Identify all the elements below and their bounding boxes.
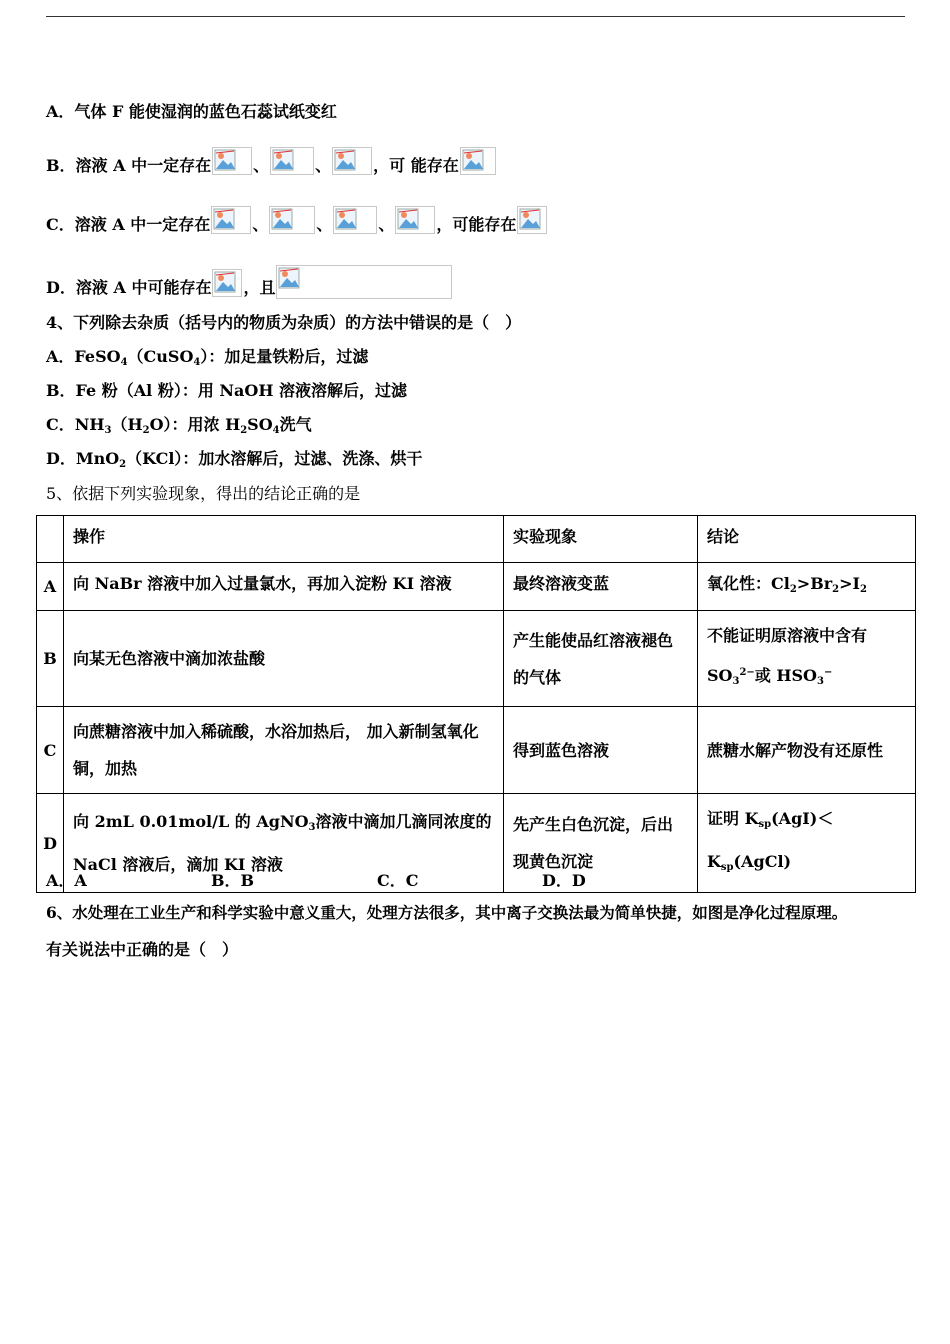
option-label: A．: [46, 347, 75, 366]
broken-image-icon: [460, 147, 496, 175]
formula: （CuSO: [127, 347, 194, 366]
formula: >I: [839, 574, 861, 593]
text: 溶液中滴加几滴同浓度的 NaCl 溶液后，滴加 KI 溶液: [73, 812, 492, 874]
subscript: 3: [104, 425, 112, 436]
q5-choice-d: D．D: [542, 871, 586, 890]
formula: (AgI)＜K: [707, 809, 834, 871]
superscript: −: [823, 667, 833, 678]
experiment-table: [36, 515, 916, 893]
formula: (AgCl): [733, 852, 792, 871]
q4-option-d: [46, 448, 422, 476]
separator: 、: [253, 156, 270, 175]
table-header-cell: 操作: [64, 516, 504, 563]
broken-image-icon: [517, 206, 547, 234]
subscript: 2: [119, 459, 127, 470]
table-header-cell: 结论: [698, 516, 916, 563]
row-label: B: [37, 611, 64, 707]
subscript: 2: [240, 425, 248, 436]
broken-image-icon: [212, 269, 242, 297]
table-header-cell: 实验现象: [504, 516, 698, 563]
operation-cell: 向蔗糖溶液中加入稀硫酸，水浴加热后， 加入新制氢氧化铜，加热: [64, 707, 504, 794]
conclusion-cell: [698, 563, 916, 611]
subscript: 3: [308, 822, 316, 833]
q5-choice-b: B．B: [211, 871, 255, 890]
formula: MnO: [75, 449, 120, 468]
observation-cell: 先产生白色沉淀，后出现黄色沉淀: [504, 794, 698, 893]
table-row: [37, 611, 916, 707]
operation-cell: 向 NaBr 溶液中加入过量氯水，再加入淀粉 KI 溶液: [64, 563, 504, 611]
table-row: [37, 563, 916, 611]
option-label: B．: [46, 156, 76, 175]
table-header-cell: [37, 516, 64, 563]
option-text: ）：加足量铁粉后，过滤: [200, 347, 369, 366]
conclusion-cell: 蔗糖水解产物没有还原性: [698, 707, 916, 794]
formula: 或 HSO: [754, 666, 817, 685]
option-text: 溶液 A 中可能存在: [75, 278, 212, 297]
option-label: D．: [46, 278, 76, 297]
subscript: 2: [860, 584, 867, 595]
observation-cell: 得到蓝色溶液: [504, 707, 698, 794]
header-rule: [46, 16, 905, 17]
formula: SO: [247, 415, 273, 434]
text: 证明 K: [707, 809, 759, 828]
q4-option-c: [46, 414, 312, 442]
formula: 氧化性：Cl: [707, 574, 790, 593]
subscript: 4: [272, 425, 280, 436]
broken-image-icon: [332, 147, 372, 175]
subscript: 3: [817, 676, 824, 687]
formula: （H: [111, 415, 143, 434]
subscript: 2: [832, 584, 840, 595]
table-row: [37, 707, 916, 794]
option-text: Fe 粉（Al 粉）：用 NaOH 溶液溶解后，过滤: [75, 381, 408, 400]
operation-cell: 向某无色溶液中滴加浓盐酸: [64, 611, 504, 707]
separator: 、: [316, 215, 333, 234]
option-text: 溶液 A 中一定存在: [74, 215, 211, 234]
q3-option-c: [46, 206, 548, 236]
row-label: C: [37, 707, 64, 794]
conclusion-cell: [698, 794, 916, 893]
observation-cell: 产生能使品红溶液褪色的气体: [504, 611, 698, 707]
subscript: 3: [732, 676, 740, 687]
subscript: 2: [142, 425, 150, 436]
text: 向 2mL 0.01mol/L 的 AgNO: [73, 812, 309, 831]
option-text: 气体 F 能使湿润的蓝色石蕊试纸变红: [74, 102, 337, 121]
separator: 、: [378, 215, 395, 234]
option-text: 溶液 A 中一定存在: [75, 156, 212, 175]
q4-stem: 4、下列除去杂质（括号内的物质为杂质）的方法中错误的是（ ）: [46, 313, 522, 332]
separator: 、: [315, 156, 332, 175]
superscript: 2−: [739, 667, 755, 678]
broken-image-icon: [212, 147, 252, 175]
subscript: 4: [120, 357, 128, 368]
broken-image-icon: [211, 206, 251, 234]
separator: 、: [252, 215, 269, 234]
option-label: A．: [46, 102, 75, 121]
broken-image-icon: [276, 265, 452, 299]
formula: NH: [74, 415, 105, 434]
table-header-row: [37, 516, 916, 563]
q6-stem-line2: 有关说法中正确的是（ ）: [46, 940, 239, 959]
option-label: B．: [46, 381, 76, 400]
operation-cell: [64, 794, 504, 893]
subscript: 4: [193, 357, 201, 368]
broken-image-icon: [395, 206, 435, 234]
option-label: D．: [46, 449, 76, 468]
subscript: 2: [789, 584, 797, 595]
q6-stem-line1: 6、水处理在工业生产和科学实验中意义重大，处理方法很多，其中离子交换法最为简单快捷，如图是净化过程原理。: [46, 903, 848, 922]
broken-image-icon: [270, 147, 314, 175]
option-label: C．: [46, 415, 75, 434]
broken-image-icon: [269, 206, 315, 234]
option-text: （KCl）：加水溶解后，过滤、洗涤、烘干: [126, 449, 423, 468]
formula: FeSO: [74, 347, 121, 366]
row-label: D: [37, 794, 64, 893]
table-row: [37, 794, 916, 893]
option-text: ，且: [243, 278, 276, 297]
q5-stem: 5、依据下列实验现象，得出的结论正确的是: [46, 484, 361, 503]
q4-option-a: [46, 346, 368, 374]
option-text: ，可能存在: [436, 215, 517, 234]
option-text: 洗气: [279, 415, 312, 434]
row-label: A: [37, 563, 64, 611]
q3-option-a: [46, 101, 337, 123]
option-text: ，可 能存在: [373, 156, 459, 175]
q3-option-b: [46, 147, 497, 177]
text: 不能证明原溶液中含有: [707, 626, 868, 645]
subscript: sp: [720, 862, 734, 873]
observation-cell: 最终溶液变蓝: [504, 563, 698, 611]
q5-choice-a: A．A: [46, 871, 87, 890]
formula: >Br: [796, 574, 833, 593]
q3-option-d: [46, 265, 453, 299]
subscript: sp: [758, 819, 772, 830]
formula: SO: [707, 666, 733, 685]
formula: O）：用浓 H: [149, 415, 241, 434]
broken-image-icon: [333, 206, 377, 234]
q5-choice-c: C．C: [377, 871, 419, 890]
q4-option-b: [46, 380, 407, 402]
conclusion-cell: [698, 611, 916, 707]
option-label: C．: [46, 215, 75, 234]
